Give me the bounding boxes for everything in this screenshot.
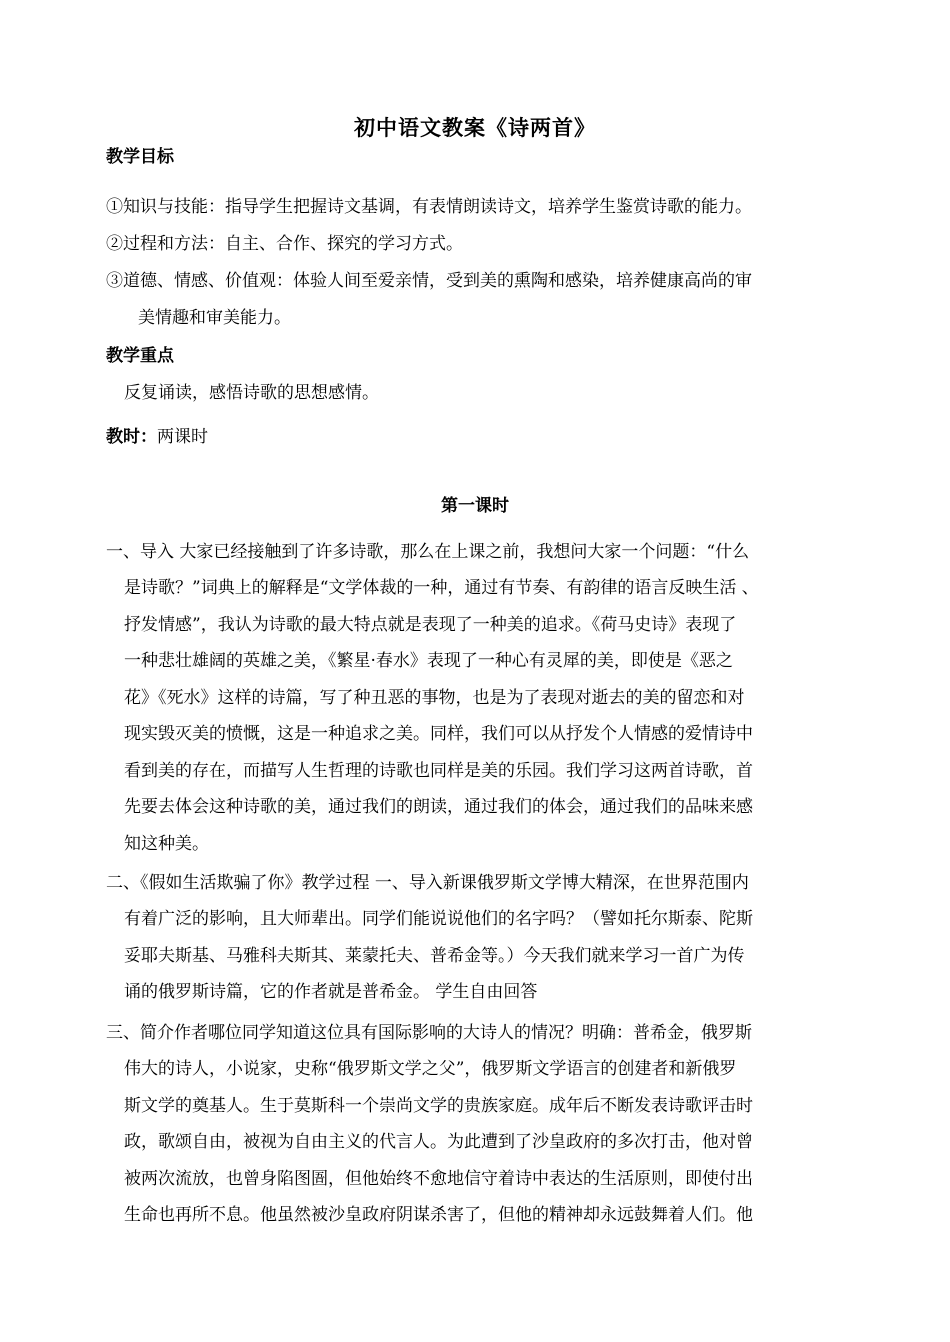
p1-line-7: 看到美的存在，而描写人生哲理的诗歌也同样是美的乐园。我们学习这两首诗歌，首 xyxy=(124,761,753,781)
goal-item-3: ③道德、情感、价值观：体验人间至爱亲情，受到美的熏陶和感染，培养健康高尚的审 xyxy=(106,271,752,291)
teaching-time-label: 教时： xyxy=(106,427,157,447)
p1-line-6: 现实毁灭美的愤慨，这是一种追求之美。同样，我们可以从抒发个人情感的爱情诗中 xyxy=(124,724,753,744)
p3-line-4: 政，歌颂自由，被视为自由主义的代言人。为此遭到了沙皇政府的多次打击，他对曾 xyxy=(124,1132,753,1152)
p3-line-2: 伟大的诗人，小说家，史称“俄罗斯文学之父”，俄罗斯文学语言的创建者和新俄罗 xyxy=(124,1059,737,1079)
p3-line-6: 生命也再所不息。他虽然被沙皇政府阴谋杀害了，但他的精神却永远鼓舞着人们。他 xyxy=(124,1205,753,1225)
p1-line-9: 知这种美。 xyxy=(124,834,209,854)
focus-text: 反复诵读，感悟诗歌的思想感情。 xyxy=(124,383,379,403)
goals-heading: 教学目标 xyxy=(106,147,174,167)
focus-heading: 教学重点 xyxy=(106,346,174,366)
p2-line-4: 诵的俄罗斯诗篇，它的作者就是普希金。 学生自由回答 xyxy=(124,982,538,1002)
teaching-time xyxy=(106,422,208,447)
p1-line-5: 花》《死水》这样的诗篇，写了种丑恶的事物，也是为了表现对逝去的美的留恋和对 xyxy=(124,688,745,708)
p1-line-3: 抒发情感”，我认为诗歌的最大特点就是表现了一种美的追求。《荷马史诗》表现了 xyxy=(124,615,737,635)
goal-item-3-continued: 美情趣和审美能力。 xyxy=(138,308,291,328)
p3-line-1: 三、简介作者哪位同学知道这位具有国际影响的大诗人的情况？明确：普希金，俄罗斯 xyxy=(106,1023,752,1043)
p2-line-2: 有着广泛的影响，且大师辈出。同学们能说说他们的名字吗？（譬如托尔斯泰、陀斯 xyxy=(124,909,753,929)
lesson1-heading: 第一课时 xyxy=(441,496,509,516)
p1-line-1: 一、导入 大家已经接触到了许多诗歌，那么在上课之前，我想问大家一个问题：“什么 xyxy=(106,542,750,562)
p1-line-4: 一种悲壮雄阔的英雄之美，《繁星·春水》表现了一种心有灵犀的美，即使是《恶之 xyxy=(124,651,733,671)
teaching-time-value: 两课时 xyxy=(157,427,208,447)
goal-item-2: ②过程和方法：自主、合作、探究的学习方式。 xyxy=(106,234,463,254)
p1-line-8: 先要去体会这种诗歌的美，通过我们的朗读，通过我们的体会，通过我们的品味来感 xyxy=(124,797,753,817)
goal-item-1: ①知识与技能：指导学生把握诗文基调，有表情朗读诗文，培养学生鉴赏诗歌的能力。 xyxy=(106,197,752,217)
p3-line-3: 斯文学的奠基人。生于莫斯科一个崇尚文学的贵族家庭。成年后不断发表诗歌评击时 xyxy=(124,1096,753,1116)
p2-line-1: 二、《假如生活欺骗了你》教学过程 一、导入新课俄罗斯文学博大精深，在世界范围内 xyxy=(106,873,749,893)
p3-line-5: 被两次流放，也曾身陷图圄，但他始终不愈地信守着诗中表达的生活原则，即使付出 xyxy=(124,1169,753,1189)
p1-line-2: 是诗歌？”词典上的解释是“文学体裁的一种，通过有节奏、有韵律的语言反映生活 、 xyxy=(124,578,759,598)
document-title: 初中语文教案《诗两首》 xyxy=(354,115,596,140)
p2-line-3: 妥耶夫斯基、马雅科夫斯其、莱蒙托夫、普希金等。）今天我们就来学习一首广为传 xyxy=(124,946,745,966)
